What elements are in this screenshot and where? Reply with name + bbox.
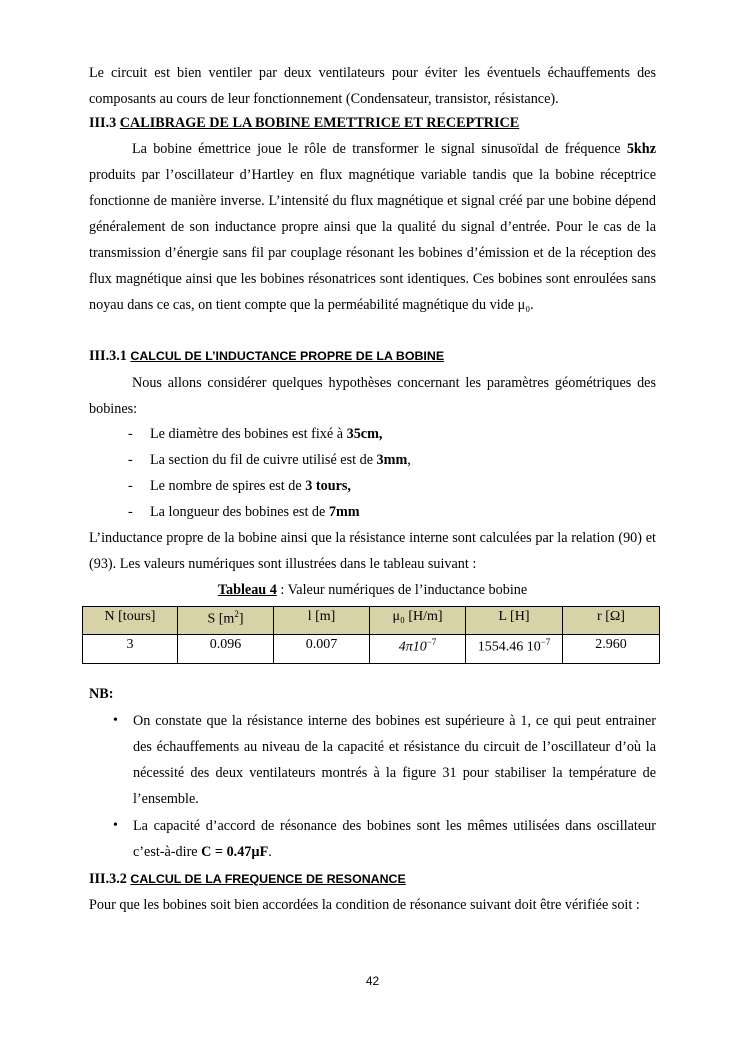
nb-bullet-2 bbox=[133, 813, 656, 865]
list-item bbox=[128, 476, 351, 496]
section-3-paragraph bbox=[89, 136, 656, 318]
bold-run: 7mm bbox=[328, 504, 360, 520]
bold-run: 35cm, bbox=[346, 426, 383, 442]
section-3-2-paragraph: Pour que les bobines soit bien accordées la condition de résonance suivant doit être vérifiée soit : bbox=[89, 897, 640, 913]
section-3-1-paragraph-2: L’inductance propre de la bobine ainsi que la résistance interne sont calculées par la relation (90) et (93). Les valeurs numériques sont illustrées dans le tableau suivant : bbox=[89, 530, 656, 572]
table-header-cell bbox=[178, 607, 274, 635]
table-cell: 3 bbox=[83, 635, 178, 664]
table-header-cell: r [Ω] bbox=[563, 607, 660, 635]
dash-marker: - bbox=[128, 426, 133, 442]
superscript: −7 bbox=[540, 637, 551, 647]
text-run: produits par l’oscillateur d’Hartley en flux magnétique variable tandis que la bobine réceptrice fonctionne de manière inverse. L’intensité du flux magnétique et signal créé par une bobine dépend généralement de son inductance propre ainsi que la qualité du signal d’entrée. Pour le cas de la transmission d’énergie sans fil par couplage résonant les bobines d’émission et de la réception des flux magnétique ainsi que les bobines résonatrices sont identiques. Ces bobines sont enroulées sans noyau dans ce cas, on tient compte que la perméabilité magnétique du vide μ₀. bbox=[89, 167, 656, 313]
table-header-cell: N [tours] bbox=[83, 607, 178, 635]
bold-run: C = 0.47µF bbox=[201, 844, 269, 860]
table-header-cell: μ₀ [H/m] bbox=[370, 607, 466, 635]
text-run: S [m bbox=[207, 611, 235, 627]
text-run: 1554.46 10 bbox=[477, 639, 541, 655]
text-run: . bbox=[268, 844, 272, 860]
list-item bbox=[128, 502, 360, 522]
section-title: CALIBRAGE DE LA BOBINE EMETTRICE ET RECEPTRICE bbox=[119, 115, 520, 131]
caption-text: : Valeur numériques de l’inductance bobine bbox=[276, 582, 528, 598]
table-header-cell: l [m] bbox=[274, 607, 370, 635]
table-cell bbox=[370, 635, 466, 664]
bold-run: 3mm bbox=[376, 452, 408, 468]
table-cell bbox=[466, 635, 563, 664]
inductance-table bbox=[82, 606, 660, 664]
caption-label: Tableau 4 bbox=[217, 582, 277, 598]
table-header-cell: L [H] bbox=[466, 607, 563, 635]
text-run: , bbox=[407, 452, 411, 468]
section-heading-3 bbox=[89, 113, 519, 133]
table-cell: 0.007 bbox=[274, 635, 370, 664]
nb-bullet-1: On constate que la résistance interne des bobines est supérieure à 1, ce qui peut entrainer des échauffements au niveau de la capacité et résistance du circuit de l’oscillateur d’où la nécessité des deux ventilateurs montrés à la figure 31 pour stabiliser la température de l’ensemble. bbox=[133, 713, 656, 807]
section-title: CALCUL DE L’INDUCTANCE PROPRE DE LA BOBINE bbox=[130, 349, 445, 363]
dash-marker: - bbox=[128, 504, 133, 520]
superscript: −7 bbox=[426, 637, 437, 647]
bold-run: 5khz bbox=[626, 141, 656, 157]
table-header-row bbox=[83, 607, 660, 635]
section-heading-3-1 bbox=[89, 346, 444, 366]
bullet-marker: • bbox=[113, 818, 118, 833]
section-title: CALCUL DE LA FREQUENCE DE RESONANCE bbox=[130, 872, 406, 886]
text-run: ] bbox=[238, 611, 244, 627]
text-run: La capacité d’accord de résonance des bobines sont les mêmes utilisées dans oscillateur c’est-à-dire bbox=[133, 818, 656, 860]
section-number: III.3.2 bbox=[89, 871, 127, 887]
table-cell: 0.096 bbox=[178, 635, 274, 664]
dash-marker: - bbox=[128, 452, 133, 468]
section-number: III.3.1 bbox=[89, 348, 127, 364]
table-row bbox=[83, 635, 660, 664]
list-item bbox=[128, 424, 382, 444]
page-number: 42 bbox=[365, 974, 380, 988]
intro-paragraph: Le circuit est bien ventiler par deux ventilateurs pour éviter les éventuels échauffements des composants au cours de leur fonctionnement (Condensateur, transistor, résistance). bbox=[89, 65, 656, 107]
text-run: 4π10 bbox=[398, 639, 427, 655]
dash-marker: - bbox=[128, 478, 133, 494]
bullet-marker: • bbox=[113, 713, 118, 728]
text-run: Le nombre de spires est de bbox=[150, 478, 306, 494]
section-number: III.3 bbox=[89, 115, 117, 131]
text-run: La section du fil de cuivre utilisé est de bbox=[150, 452, 377, 468]
section-heading-3-2 bbox=[89, 869, 406, 889]
bold-run: 3 tours, bbox=[305, 478, 351, 494]
list-item bbox=[128, 450, 411, 470]
text-run: La bobine émettrice joue le rôle de transformer le signal sinusoïdal de fréquence bbox=[132, 141, 627, 157]
table-cell: 2.960 bbox=[563, 635, 660, 664]
nb-label: NB: bbox=[89, 686, 114, 702]
superscript: 2 bbox=[234, 609, 239, 619]
text-run: La longueur des bobines est de bbox=[150, 504, 329, 520]
text-run: Le diamètre des bobines est fixé à bbox=[150, 426, 347, 442]
table-caption bbox=[0, 580, 745, 600]
section-3-1-paragraph: Nous allons considérer quelques hypothèses concernant les paramètres géométriques des bobines: bbox=[89, 375, 656, 417]
